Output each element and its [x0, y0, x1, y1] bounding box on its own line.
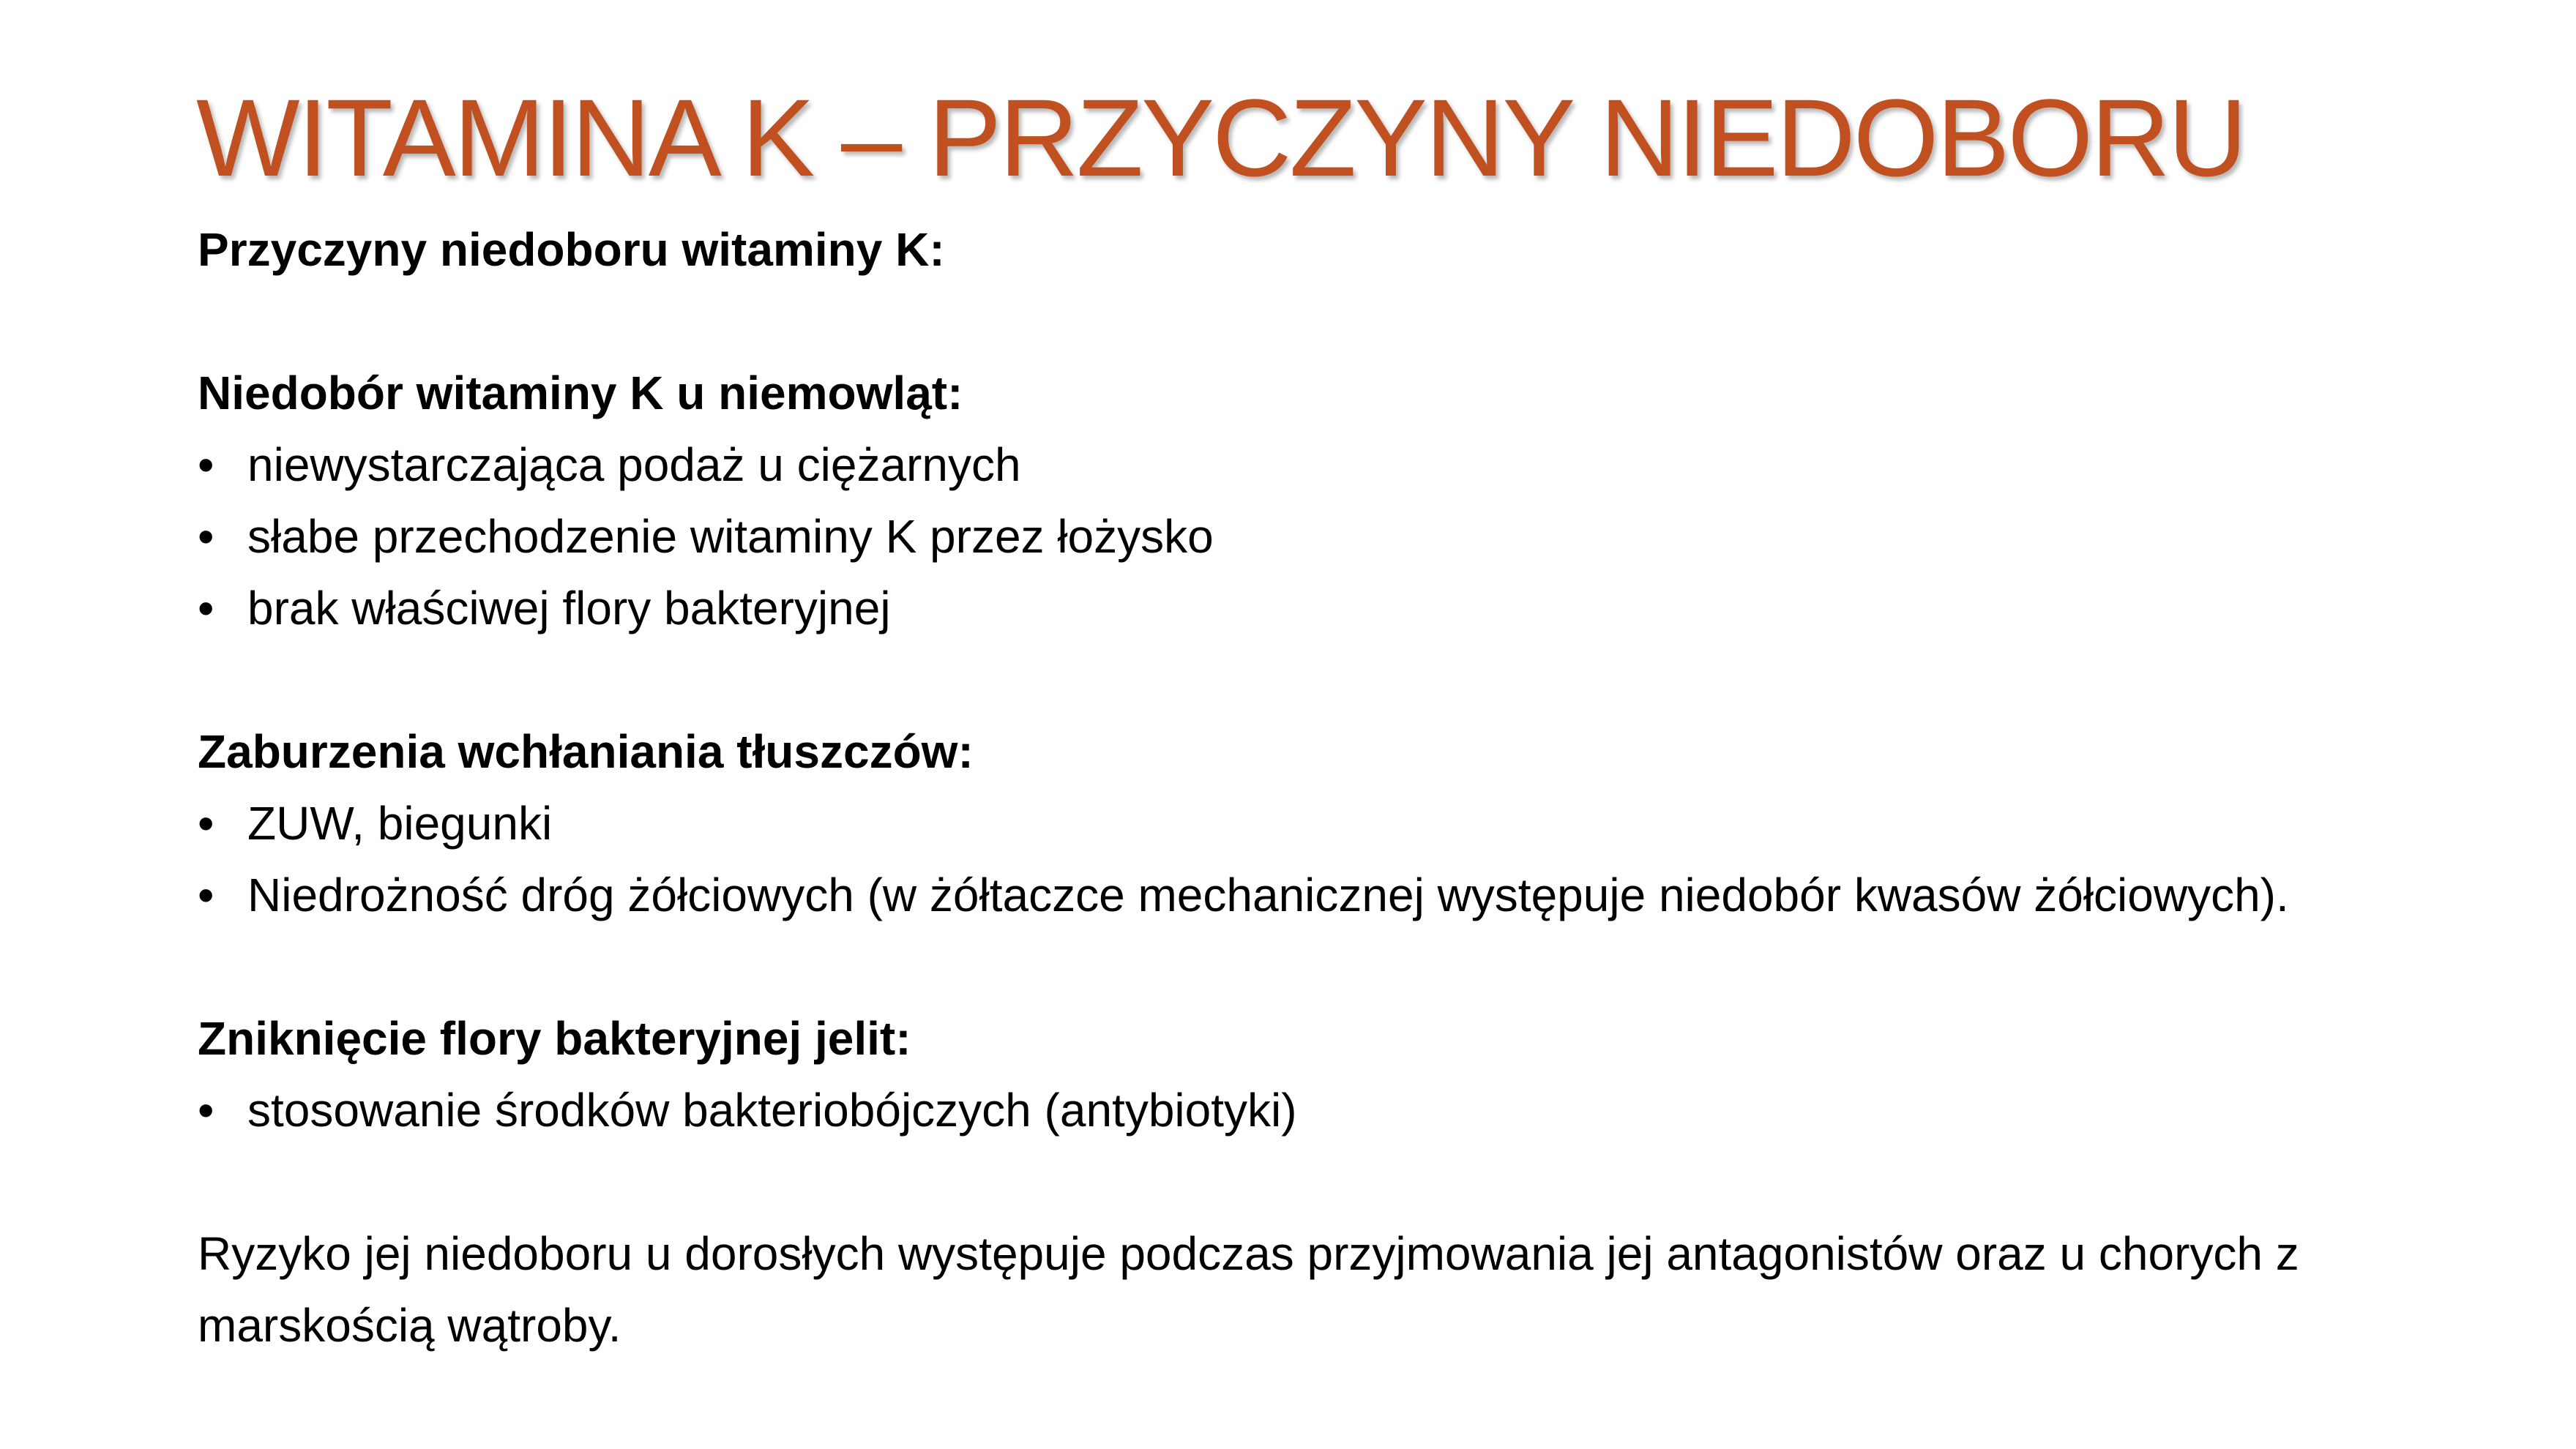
bullet-icon: •	[198, 1084, 214, 1137]
list-item	[198, 501, 2467, 572]
slide-body	[198, 214, 2467, 1361]
closing-paragraph-line-1: Ryzyko jej niedoboru u dorosłych występuje podczas przyjmowania jej antagonistów oraz u chorych z	[198, 1227, 2299, 1280]
closing-paragraph-line-2: marskością wątroby.	[198, 1299, 621, 1352]
list-item-text: niewystarczająca podaż u ciężarnych	[247, 438, 1021, 491]
list-item-text: Niedrożność dróg żółciowych (w żółtaczce mechanicznej występuje niedobór kwasów żółciowych).	[247, 869, 2289, 921]
spacer	[198, 285, 2467, 357]
list-item	[198, 429, 2467, 501]
slide-title: WITAMINA K – PRZYCZYNY NIEDOBORU	[196, 76, 2245, 199]
list-item	[198, 1074, 2467, 1146]
list-item	[198, 859, 2467, 931]
section-heading-infants: Niedobór witaminy K u niemowląt:	[198, 367, 963, 419]
list-item-text: brak właściwej flory bakteryjnej	[247, 582, 891, 634]
section-heading-gut-flora: Zniknięcie flory bakteryjnej jelit:	[198, 1012, 911, 1065]
list-item-text: stosowanie środków bakteriobójczych (antybiotyki)	[247, 1084, 1297, 1137]
intro-heading: Przyczyny niedoboru witaminy K:	[198, 223, 945, 276]
spacer	[198, 931, 2467, 1003]
bullet-icon: •	[198, 797, 214, 850]
spacer	[198, 1146, 2467, 1218]
list-item-text: ZUW, biegunki	[247, 797, 553, 850]
bullet-icon: •	[198, 510, 214, 563]
bullet-icon: •	[198, 582, 214, 634]
list-item	[198, 787, 2467, 859]
list-item-text: słabe przechodzenie witaminy K przez łożysko	[247, 510, 1214, 563]
spacer	[198, 644, 2467, 716]
bullet-icon: •	[198, 438, 214, 491]
section-heading-fat-absorption: Zaburzenia wchłaniania tłuszczów:	[198, 725, 974, 778]
list-item	[198, 572, 2467, 644]
bullet-icon: •	[198, 869, 214, 921]
